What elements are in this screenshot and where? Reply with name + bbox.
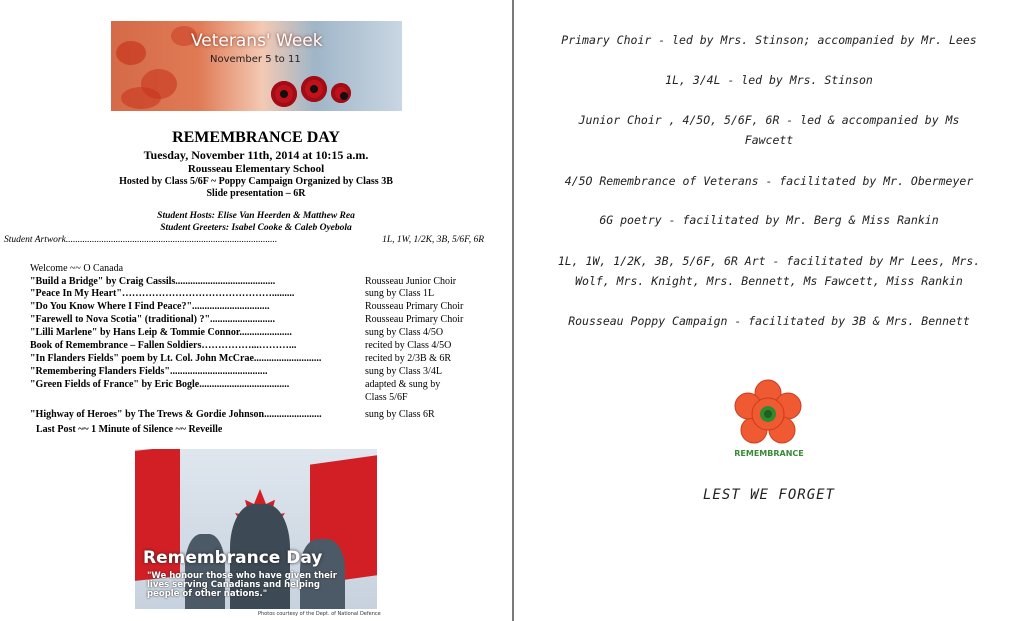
artwork-classes: 1L, 1W, 1/2K, 3B, 5/6F, 6R bbox=[382, 235, 484, 245]
program-title: "Highway of Heroes" by The Trews & Gordie Johnson....................... bbox=[30, 409, 322, 420]
credit-line: Junior Choir , 4/5O, 5/6F, 6R - led & accompanied by Ms bbox=[578, 113, 960, 127]
program-performer: Class 5/6F bbox=[365, 392, 408, 403]
poppy-icon bbox=[271, 81, 297, 107]
credit-line: Rousseau Poppy Campaign - facilitated by 3B & Mrs. Bennett bbox=[568, 314, 970, 328]
photo-title: Remembrance Day bbox=[143, 548, 323, 568]
credit-line: 4/5O Remembrance of Veterans - facilitated by Mr. Obermeyer bbox=[564, 174, 974, 188]
program-performer: Rousseau Primary Choir bbox=[365, 314, 464, 325]
student-artwork bbox=[4, 235, 484, 245]
slide-presentation: Slide presentation – 6R bbox=[206, 188, 306, 199]
student-hosts: Student Hosts: Elise Van Heerden & Matthew Rea bbox=[157, 211, 355, 221]
page-title: REMEMBRANCE DAY bbox=[172, 129, 340, 146]
program-title: "Do You Know Where I Find Peace?"............................... bbox=[30, 301, 270, 312]
program-title: Book of Remembrance – Fallen Soldiers……………...………... bbox=[30, 340, 297, 351]
credit-line: 1L, 3/4L - led by Mrs. Stinson bbox=[665, 73, 873, 87]
artwork-label: Student Artwork......................................................................................... bbox=[4, 235, 278, 245]
welcome-line: Welcome ~~ O Canada bbox=[30, 263, 124, 274]
program-title: "Lilli Marlene" by Hans Leip & Tommie Connor..................... bbox=[30, 327, 292, 338]
program-page-right bbox=[514, 0, 1024, 621]
program-title: "Green Fields of France" by Eric Bogle.................................... bbox=[30, 379, 290, 390]
hosted-line: Hosted by Class 5/6F ~ Poppy Campaign Organized by Class 3B bbox=[119, 176, 393, 187]
program-performer: recited by Class 4/5O bbox=[365, 340, 452, 351]
program-title: "Peace In My Heart"………………………………………......... bbox=[30, 288, 295, 299]
photo-quote: "We honour those who have given their lives serving Canadians and helping people of other nations." bbox=[147, 571, 338, 599]
banner-title: Veterans' Week bbox=[191, 31, 323, 51]
banner-subtitle: November 5 to 11 bbox=[210, 54, 301, 65]
program-title: "Farewell to Nova Scotia" (traditional) ?".......................... bbox=[30, 314, 276, 325]
credit-line: Primary Choir - led by Mrs. Stinson; accompanied by Mr. Lees bbox=[561, 33, 977, 47]
program-performer: Rousseau Primary Choir bbox=[365, 301, 464, 312]
credit-line: Wolf, Mrs. Knight, Mrs. Bennett, Ms Fawcett, Miss Rankin bbox=[575, 274, 963, 288]
program-performer: Rousseau Junior Choir bbox=[365, 276, 457, 287]
student-greeters: Student Greeters: Isabel Cooke & Caleb Oyebola bbox=[160, 223, 352, 233]
photo-credit: Photos courtesy of the Dept. of National Defence bbox=[258, 611, 381, 617]
closing-line: LEST WE FORGET bbox=[702, 487, 835, 503]
poppy-label: REMEMBRANCE bbox=[734, 449, 804, 458]
program-performer: sung by Class 6R bbox=[365, 409, 435, 420]
veterans-week-banner bbox=[111, 21, 402, 111]
poppy-icon bbox=[331, 83, 351, 103]
program-performer: adapted & sung by bbox=[365, 379, 441, 390]
credit-line: Fawcett bbox=[744, 133, 794, 147]
program-performer: sung by Class 3/4L bbox=[365, 366, 442, 377]
finale-line: Last Post ~~ 1 Minute of Silence ~~ Reveille bbox=[36, 424, 223, 435]
poppy-icon bbox=[301, 76, 327, 102]
credit-line: 6G poetry - facilitated by Mr. Berg & Miss Rankin bbox=[599, 213, 939, 227]
event-date: Tuesday, November 11th, 2014 at 10:15 a.m. bbox=[143, 148, 369, 162]
school-name: Rousseau Elementary School bbox=[187, 163, 325, 175]
remembrance-day-photo bbox=[135, 449, 377, 609]
program-performer: sung by Class 1L bbox=[365, 288, 435, 299]
program-performer: sung by Class 4/5O bbox=[365, 327, 444, 338]
program-title: "In Flanders Fields" poem by Lt. Col. John McCrae........................... bbox=[30, 353, 322, 364]
program-title: "Build a Bridge" by Craig Cassils........................................ bbox=[30, 276, 276, 287]
credit-line: 1L, 1W, 1/2K, 3B, 5/6F, 6R Art - facilitated by Mr Lees, Mrs. bbox=[557, 254, 981, 268]
program-performer: recited by 2/3B & 6R bbox=[365, 353, 452, 364]
remembrance-poppy-icon bbox=[732, 378, 804, 450]
program-title: "Remembering Flanders Fields"....................................... bbox=[30, 366, 268, 377]
